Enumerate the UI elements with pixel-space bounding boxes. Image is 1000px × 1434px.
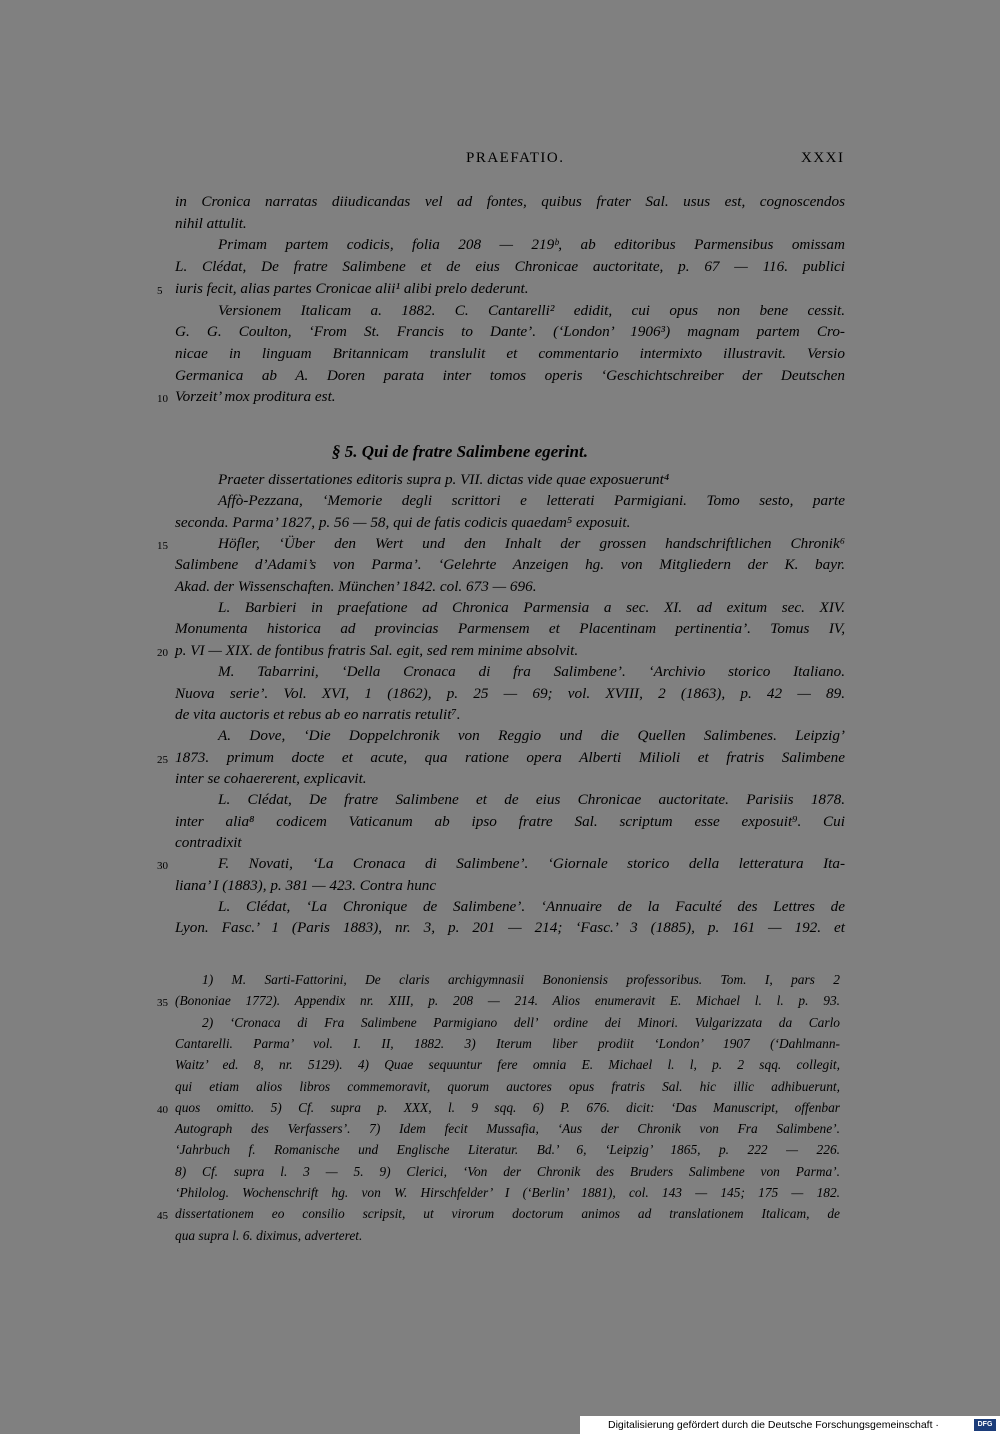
running-title: PRAEFATIO. xyxy=(466,150,565,166)
text-line: inter se cohaererent, explicavit. xyxy=(175,769,367,787)
line-number: 20 xyxy=(157,646,168,659)
text-line: F. Novati, ‘La Cronaca di Salimbene’. ‘Giornale storico della letteratura Ita- xyxy=(218,855,845,873)
line-number: 10 xyxy=(157,393,168,406)
line-number: 25 xyxy=(157,753,168,766)
section-heading: § 5. Qui de fratre Salimbene egerint. xyxy=(332,442,588,461)
text-line: Germanica ab A. Doren parata inter tomos operis ‘Geschichtschreiber der Deutschen xyxy=(175,366,845,384)
line-number: 30 xyxy=(157,860,168,873)
text-line: L. Clédat, ‘La Chronique de Salimbene’. ‘Annuaire de la Faculté des Lettres de xyxy=(218,898,845,915)
line-number: 40 xyxy=(157,1103,168,1116)
footnote-line: quos omitto. 5) Cf. supra p. XXX, l. 9 sqq. 6) P. 676. dicit: ‘Das Manuscript, offenbar xyxy=(175,1099,840,1115)
footnote-line: (Bononiae 1772). Appendix nr. XIII, p. 208 — 214. Alios enumeravit E. Michael l. l. p. 93. xyxy=(175,993,840,1009)
text-line: liana’ I (1883), p. 381 — 423. Contra hunc xyxy=(175,876,437,894)
footnote-line: Cantarelli. Parma’ vol. I. II, 1882. 3) Iterum liber prodiit ‘London’ 1907 (‘Dahlmann- xyxy=(175,1035,840,1051)
text-line: Lyon. Fasc.’ 1 (Paris 1883), nr. 3, p. 201 — 214; ‘Fasc.’ 3 (1885), p. 161 — 192. et xyxy=(175,919,845,937)
line-number: 5 xyxy=(157,284,163,297)
text-line: Salimbene d’Adami’s von Parma’. ‘Gelehrte Anzeigen hg. von Mitgliedern der K. bayr. xyxy=(175,556,845,574)
text-line: A. Dove, ‘Die Doppelchronik von Reggio und die Quellen Salimbenes. Leipzig’ xyxy=(218,727,845,745)
text-line: Affò-Pezzana, ‘Memorie degli scrittori e letterati Parmigiani. Tomo sesto, parte xyxy=(218,492,845,510)
text-line: L. Clédat, De fratre Salimbene et de eius Chronicae auctoritate, p. 67 — 116. publici xyxy=(175,258,845,276)
text-line: Vorzeit’ mox proditura est. xyxy=(175,388,336,406)
text-line: iuris fecit, alias partes Cronicae alii¹ alibi prelo dederunt. xyxy=(175,279,529,297)
text-line: L. Barbieri in praefatione ad Chronica Parmensia a sec. XI. ad exitum sec. XIV. xyxy=(218,599,845,617)
text-line: M. Tabarrini, ‘Della Cronaca di fra Salimbene’. ‘Archivio storico Italiano. xyxy=(218,663,845,681)
line-number: 45 xyxy=(157,1210,168,1223)
footnote-line: 1) M. Sarti-Fattorini, De claris archigymnasii Bononiensis professoribus. Tom. I, pars 2 xyxy=(202,972,840,987)
text-line: Nuova serie’. Vol. XVI, 1 (1862), p. 25 — 69; vol. XVIII, 2 (1863), p. 42 — 89. xyxy=(175,684,845,702)
page-number: XXXI xyxy=(801,150,845,166)
line-number: 35 xyxy=(157,997,168,1010)
credit-text: Digitalisierung gefördert durch die Deutsche Forschungsgemeinschaft · xyxy=(608,1419,939,1431)
text-line: L. Clédat, De fratre Salimbene et de eius Chronicae auctoritate. Parisiis 1878. xyxy=(218,791,845,809)
footnote-line: 2) ‘Cronaca di Fra Salimbene Parmigiano dell’ ordine dei Minori. Vulgarizzata da Carlo xyxy=(202,1014,840,1030)
text-line: Monumenta historica ad provincias Parmensem et Placentinam pertinentia’. Tomus IV, xyxy=(175,620,845,638)
text-line: Höfler, ‘Über den Wert und den Inhalt der grossen handschriftlichen Chronik⁶ xyxy=(218,535,845,553)
footnote-line: ‘Philolog. Wochenschrift hg. von W. Hirschfelder’ I (‘Berlin’ 1881), col. 143 — 145; 175 — 182. xyxy=(175,1185,840,1200)
text-line: Versionem Italicam a. 1882. C. Cantarelli² edidit, cui opus non bene cessit. xyxy=(218,301,845,319)
text-line: G. G. Coulton, ‘From St. Francis to Dante’. (‘London’ 1906³) magnam partem Cro- xyxy=(175,323,845,341)
footnote-line: dissertationem eo consilio scripsit, ut virorum doctorum animos ad translationem Italicam, de xyxy=(175,1206,840,1222)
dfg-logo-icon: DFG xyxy=(974,1419,996,1431)
text-line: inter alia⁸ codicem Vaticanum ab ipso fratre Sal. scriptum esse exposuit⁹. Cui xyxy=(175,812,845,830)
text-line: seconda. Parma’ 1827, p. 56 — 58, qui de fatis codicis quaedam⁵ exposuit. xyxy=(175,513,631,531)
text-line: nihil attulit. xyxy=(175,214,247,232)
text-line: nicae in linguam Britannicam translulit et commentario intermixto illustravit. Versio xyxy=(175,344,845,362)
line-number: 15 xyxy=(157,540,168,553)
text-line: Primam partem codicis, folia 208 — 219ᵇ, ab editoribus Parmensibus omissam xyxy=(218,236,845,254)
footnote-line: 8) Cf. supra l. 3 — 5. 9) Clerici, ‘Von der Chronik des Bruders Salimbene von Parma’. xyxy=(175,1163,840,1179)
text-line: de vita auctoris et rebus ab eo narratis retulit⁷. xyxy=(175,705,461,723)
footnote-line: Autograph des Verfassers’. 7) Idem fecit Mussafia, ‘Aus der Chronik von Fra Salimbene’. xyxy=(175,1121,840,1137)
text-line: p. VI — XIX. de fontibus fratris Sal. egit, sed rem minime absolvit. xyxy=(175,641,579,659)
footnote-line: qui etiam alios libros commemoravit, quorum auctores opus fratris Sal. hic illic adhibuerunt, xyxy=(175,1078,840,1094)
funding-credit xyxy=(580,1416,1000,1434)
footnote-line: ‘Jahrbuch f. Romanische und Englische Literatur. Bd.’ 6, ‘Leipzig’ 1865, p. 222 — 226. xyxy=(175,1142,840,1158)
footnote-line: qua supra l. 6. diximus, adverteret. xyxy=(175,1227,363,1243)
text-line: in Cronica narratas diiudicandas vel ad fontes, quibus frater Sal. usus est, cognoscendos xyxy=(175,193,845,210)
text-line: Akad. der Wissenschaften. München’ 1842. col. 673 — 696. xyxy=(175,577,537,595)
text-line: contradixit xyxy=(175,833,242,851)
text-line: 1873. primum docte et acute, qua ratione opera Alberti Milioli et fratris Salimbene xyxy=(175,748,845,766)
text-line: Praeter dissertationes editoris supra p. VII. dictas vide quae exposuerunt⁴ xyxy=(218,471,670,488)
footnote-line: Waitz’ ed. 8, nr. 5129). 4) Quae sequuntur fere omnia E. Michael l. l, p. 2 sqq. collegit, xyxy=(175,1057,840,1073)
